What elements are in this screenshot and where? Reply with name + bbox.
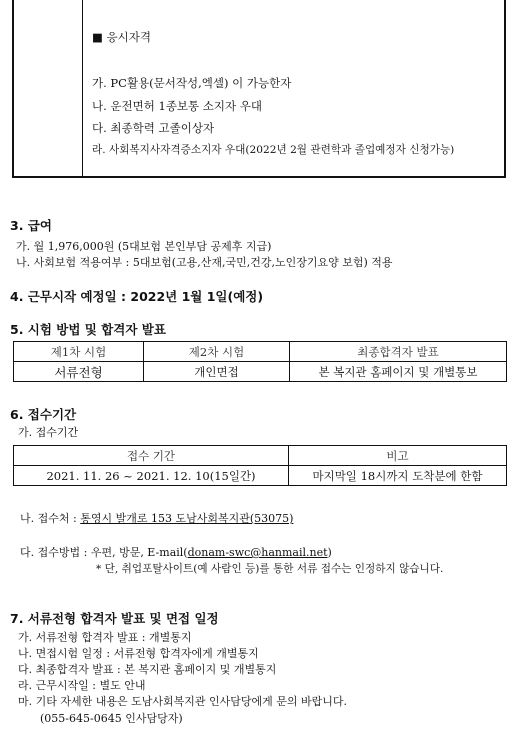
table-header-cell: 접수 기간: [14, 446, 289, 466]
table-header-cell: 제1차 시험: [14, 342, 144, 362]
table-row: [14, 446, 507, 466]
salary-heading: 3. 급여: [10, 218, 52, 233]
table-row: [14, 342, 507, 362]
qualification-item: 다. 최종학력 고졸이상자: [92, 121, 215, 135]
table-cell: 2021. 11. 26 ~ 2021. 12. 10(15일간): [14, 466, 289, 486]
table-header-cell: 최종합격자 발표: [290, 342, 507, 362]
schedule-item: 나. 면접시험 일정 : 서류전형 합격자에게 개별통지: [18, 647, 259, 660]
salary-line: 가. 월 1,976,000원 (5대보험 본인부담 공제후 지급): [16, 240, 272, 253]
start-date-heading: 4. 근무시작 예정일 : 2022년 1월 1일(예정): [10, 289, 264, 304]
table-cell: 서류전형: [14, 362, 144, 382]
schedule-item: 다. 최종합격자 발표 : 본 복지관 홈페이지 및 개별통지: [18, 663, 277, 676]
period-table: [13, 445, 507, 486]
qualifications-heading: ■ 응시자격: [92, 30, 151, 44]
qualification-item: 가. PC활용(문서작성,엑셀) 이 가능한자: [92, 76, 292, 90]
table-cell: 개인면접: [144, 362, 290, 382]
schedule-item: 가. 서류전형 합격자 발표 : 개별통지: [18, 631, 192, 644]
exam-heading: 5. 시험 방법 및 합격자 발표: [10, 322, 166, 337]
qualification-item: 라. 사회복지사자격증소지자 우대(2022년 2월 관련학과 졸업예정자 신청가능): [92, 144, 455, 156]
schedule-contact: (055-645-0645 인사담당자): [40, 712, 183, 725]
table-header-cell: 제2차 시험: [144, 342, 290, 362]
reception-method: [20, 544, 332, 560]
qualification-item: 나. 운전면허 1종보통 소지자 우대: [92, 99, 263, 113]
reception-place-value: 통영시 발개로 153 도남사회복지관(53075): [80, 512, 294, 525]
table-row: [14, 362, 507, 382]
table-cell: 본 복지관 홈페이지 및 개별통보: [290, 362, 507, 382]
exam-table: [13, 341, 507, 382]
table-header-cell: 비고: [289, 446, 507, 466]
reception-note: * 단, 취업포탈사이트(예 사람인 등)를 통한 서류 접수는 인정하지 않습니다.: [96, 563, 444, 575]
schedule-heading: 7. 서류전형 합격자 발표 및 면접 일정: [10, 611, 219, 626]
reception-method-label: 다. 접수방법 : 우편, 방문, E-mail(: [20, 546, 188, 559]
reception-place: [20, 510, 293, 526]
reception-method-close: ): [327, 546, 332, 559]
box-divider: [82, 0, 83, 176]
table-row: [14, 466, 507, 486]
email-link[interactable]: donam-swc@hanmail.net: [187, 546, 328, 559]
schedule-item: 마. 기타 자세한 내용은 도남사회복지관 인사담당에게 문의 바랍니다.: [18, 695, 347, 708]
period-subheading: 가. 접수기간: [18, 426, 79, 439]
reception-place-label: 나. 접수처 :: [20, 512, 81, 525]
table-cell: 마지막일 18시까지 도착분에 한함: [289, 466, 507, 486]
period-heading: 6. 접수기간: [10, 407, 77, 422]
salary-insurance-line: 나. 사회보험 적용여부 : 5대보험(고용,산재,국민,건강,노인장기요양 보험) 적용: [16, 256, 393, 269]
schedule-item: 라. 근무시작일 : 별도 안내: [18, 679, 146, 692]
